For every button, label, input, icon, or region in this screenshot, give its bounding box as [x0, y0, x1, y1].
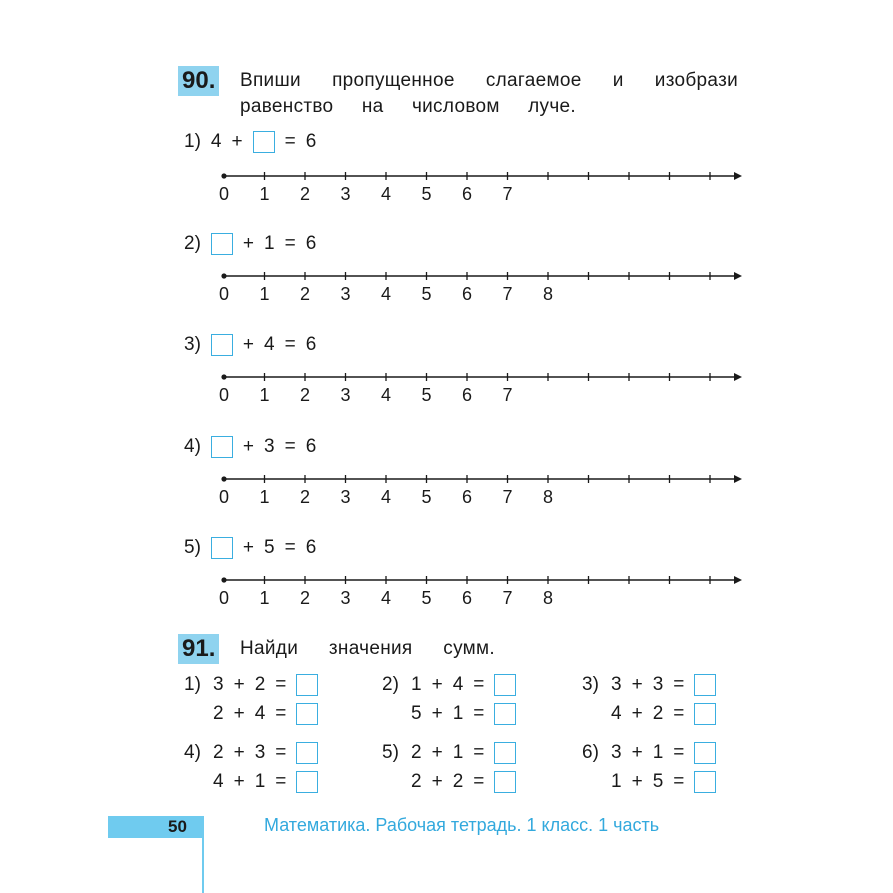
addend-b: 4 [254, 703, 266, 724]
ray-tick-label: 7 [502, 487, 513, 507]
sum-group-label: 4) [184, 742, 201, 763]
addend-b: 1 [452, 703, 464, 724]
addend-b: 2 [254, 674, 266, 695]
answer-box[interactable] [694, 703, 716, 725]
footer-page-bar [108, 816, 204, 838]
equation-1 [184, 130, 316, 154]
sum-group-label: 2) [382, 674, 399, 695]
ray-tick-label: 2 [299, 588, 311, 608]
equation-label: 5) [184, 537, 201, 558]
sum-1-row-1 [184, 673, 318, 697]
answer-box[interactable] [694, 771, 716, 793]
ray-tick-label: 6 [461, 284, 473, 304]
plus-sign: + [231, 131, 243, 152]
ray-tick-label: 3 [340, 284, 351, 304]
sum-2-row-2 [382, 702, 516, 726]
plus-sign: + [431, 703, 443, 724]
ray-tick-label: 2 [299, 184, 311, 204]
plus-sign: + [431, 742, 443, 763]
addend-a: 1 [611, 771, 622, 792]
answer-box[interactable] [494, 742, 516, 764]
ray-tick-label: 6 [461, 184, 473, 204]
addend-a: 3 [611, 742, 622, 763]
plus-sign: + [233, 674, 245, 695]
sum-group-label: 3) [582, 674, 599, 695]
answer-box[interactable] [296, 674, 318, 696]
ray-arrow-icon [734, 475, 742, 483]
ray-origin-dot [221, 476, 226, 481]
ray-origin-dot [221, 173, 226, 178]
answer-box[interactable] [694, 742, 716, 764]
number-ray-2 [212, 266, 742, 306]
addend-a: 2 [411, 742, 422, 763]
addend-a: 2 [213, 703, 224, 724]
equation-5 [184, 536, 316, 560]
task-91-number: 91. [178, 634, 219, 664]
answer-box[interactable] [494, 703, 516, 725]
ray-origin-dot [221, 374, 226, 379]
task-91-instruction: Найди значения сумм. [240, 638, 495, 659]
answer-box[interactable] [211, 537, 233, 559]
addend-b: 5 [652, 771, 664, 792]
addend-a: 5 [411, 703, 422, 724]
addend-a: 3 [213, 674, 224, 695]
sum-result: 6 [305, 334, 317, 355]
addend-b: 2 [452, 771, 464, 792]
ray-tick-label: 0 [218, 284, 230, 304]
number-ray-4 [212, 469, 742, 509]
ray-tick-label: 5 [421, 284, 432, 304]
sum-result: 6 [305, 436, 317, 457]
addend-b: 1 [254, 771, 266, 792]
answer-box[interactable] [494, 771, 516, 793]
task-90-instruction-line1: Впиши пропущенное слагаемое и изобрази [240, 70, 738, 91]
addend-a: 4 [210, 131, 222, 152]
equals-sign: = [473, 703, 485, 724]
ray-tick-label: 1 [259, 588, 270, 608]
addend-b: 5 [264, 537, 275, 558]
addend-b: 1 [652, 742, 664, 763]
ray-tick-label: 8 [542, 487, 554, 507]
equals-sign: = [473, 742, 485, 763]
ray-tick-label: 0 [218, 588, 230, 608]
book-title: Математика. Рабочая тетрадь. 1 класс. 1 часть [264, 815, 660, 835]
sum-group-label: 1) [184, 674, 201, 695]
plus-sign: + [242, 436, 255, 457]
equation-label: 1) [184, 131, 201, 152]
ray-tick-label: 0 [218, 184, 230, 204]
answer-box[interactable] [694, 674, 716, 696]
answer-box[interactable] [296, 742, 318, 764]
ray-tick-label: 1 [259, 284, 270, 304]
addend-a: 2 [213, 742, 224, 763]
answer-box[interactable] [296, 703, 318, 725]
plus-sign: + [631, 674, 643, 695]
answer-box[interactable] [494, 674, 516, 696]
plus-sign: + [431, 771, 443, 792]
sum-4-row-1 [184, 741, 318, 765]
ray-tick-label: 6 [461, 588, 473, 608]
ray-tick-label: 4 [380, 487, 392, 507]
sum-2-row-1 [382, 673, 516, 697]
ray-tick-label: 0 [218, 385, 230, 405]
equals-sign: = [673, 771, 685, 792]
equals-sign: = [275, 674, 287, 695]
addend-a: 2 [411, 771, 422, 792]
sum-5-row-2 [382, 770, 516, 794]
ray-tick-label: 1 [259, 184, 270, 204]
equals-sign: = [284, 436, 296, 457]
addend-b: 4 [264, 334, 275, 355]
equals-sign: = [275, 771, 287, 792]
sum-1-row-2 [184, 702, 318, 726]
task-90-instruction-line2: равенство на числовом луче. [240, 96, 576, 117]
ray-arrow-icon [734, 272, 742, 280]
equation-label: 4) [184, 436, 201, 457]
addend-b: 3 [652, 674, 664, 695]
ray-tick-label: 8 [542, 284, 554, 304]
plus-sign: + [631, 703, 643, 724]
ray-tick-label: 4 [380, 385, 392, 405]
plus-sign: + [631, 771, 643, 792]
addend-b: 1 [264, 233, 275, 254]
sum-4-row-2 [184, 770, 318, 794]
plus-sign: + [631, 742, 643, 763]
sum-6-row-2 [582, 770, 716, 794]
ray-tick-label: 2 [299, 284, 311, 304]
equals-sign: = [284, 537, 296, 558]
equation-label: 3) [184, 334, 201, 355]
ray-arrow-icon [734, 172, 742, 180]
ray-arrow-icon [734, 373, 742, 381]
plus-sign: + [431, 674, 443, 695]
plus-sign: + [233, 742, 245, 763]
ray-tick-label: 3 [340, 487, 351, 507]
addend-a: 4 [611, 703, 622, 724]
ray-tick-label: 7 [502, 184, 513, 204]
sum-result: 6 [305, 131, 317, 152]
sum-result: 6 [305, 233, 317, 254]
ray-tick-label: 0 [218, 487, 230, 507]
page-number: 50 [168, 817, 187, 836]
ray-tick-label: 6 [461, 385, 473, 405]
ray-tick-label: 4 [380, 184, 392, 204]
sum-3-row-1 [582, 673, 716, 697]
ray-origin-dot [221, 273, 226, 278]
addend-b: 2 [652, 703, 664, 724]
ray-tick-label: 2 [299, 385, 311, 405]
plus-sign: + [242, 334, 255, 355]
ray-tick-label: 7 [502, 284, 513, 304]
addend-b: 1 [452, 742, 464, 763]
addend-b: 3 [254, 742, 266, 763]
ray-tick-label: 5 [421, 588, 432, 608]
plus-sign: + [242, 537, 255, 558]
answer-box[interactable] [211, 233, 233, 255]
task-90-number: 90. [178, 66, 219, 96]
sum-3-row-2 [582, 702, 716, 726]
equation-2 [184, 232, 316, 256]
ray-tick-label: 3 [340, 385, 351, 405]
answer-box[interactable] [296, 771, 318, 793]
equation-label: 2) [184, 233, 201, 254]
plus-sign: + [242, 233, 255, 254]
ray-arrow-icon [734, 576, 742, 584]
sum-5-row-1 [382, 741, 516, 765]
addend-a: 1 [411, 674, 422, 695]
sum-6-row-1 [582, 741, 716, 765]
addend-a: 3 [611, 674, 622, 695]
ray-tick-label: 3 [340, 184, 351, 204]
ray-tick-label: 3 [340, 588, 351, 608]
ray-tick-label: 5 [421, 184, 432, 204]
equals-sign: = [284, 334, 296, 355]
plus-sign: + [233, 703, 245, 724]
equals-sign: = [673, 742, 685, 763]
ray-tick-label: 1 [259, 385, 270, 405]
ray-tick-label: 2 [299, 487, 311, 507]
equation-4 [184, 435, 316, 459]
plus-sign: + [233, 771, 245, 792]
ray-tick-label: 8 [542, 588, 554, 608]
equals-sign: = [673, 674, 685, 695]
equals-sign: = [275, 742, 287, 763]
footer-margin-line [202, 816, 204, 893]
answer-box[interactable] [211, 436, 233, 458]
sum-group-label: 6) [582, 742, 599, 763]
answer-box[interactable] [253, 131, 275, 153]
sum-group-label: 5) [382, 742, 399, 763]
ray-tick-label: 1 [259, 487, 270, 507]
ray-tick-label: 7 [502, 588, 513, 608]
ray-tick-label: 4 [380, 588, 392, 608]
answer-box[interactable] [211, 334, 233, 356]
ray-origin-dot [221, 577, 226, 582]
equals-sign: = [275, 703, 287, 724]
addend-b: 3 [264, 436, 275, 457]
sum-result: 6 [305, 537, 317, 558]
equals-sign: = [473, 674, 485, 695]
equals-sign: = [673, 703, 685, 724]
equation-3 [184, 333, 316, 357]
ray-tick-label: 4 [380, 284, 392, 304]
number-ray-1 [212, 166, 742, 206]
number-ray-3 [212, 367, 742, 407]
ray-tick-label: 6 [461, 487, 473, 507]
equals-sign: = [284, 131, 296, 152]
addend-b: 4 [452, 674, 464, 695]
ray-tick-label: 5 [421, 487, 432, 507]
addend-a: 4 [213, 771, 224, 792]
number-ray-5 [212, 570, 742, 610]
ray-tick-label: 7 [502, 385, 513, 405]
equals-sign: = [473, 771, 485, 792]
equals-sign: = [284, 233, 296, 254]
ray-tick-label: 5 [421, 385, 432, 405]
